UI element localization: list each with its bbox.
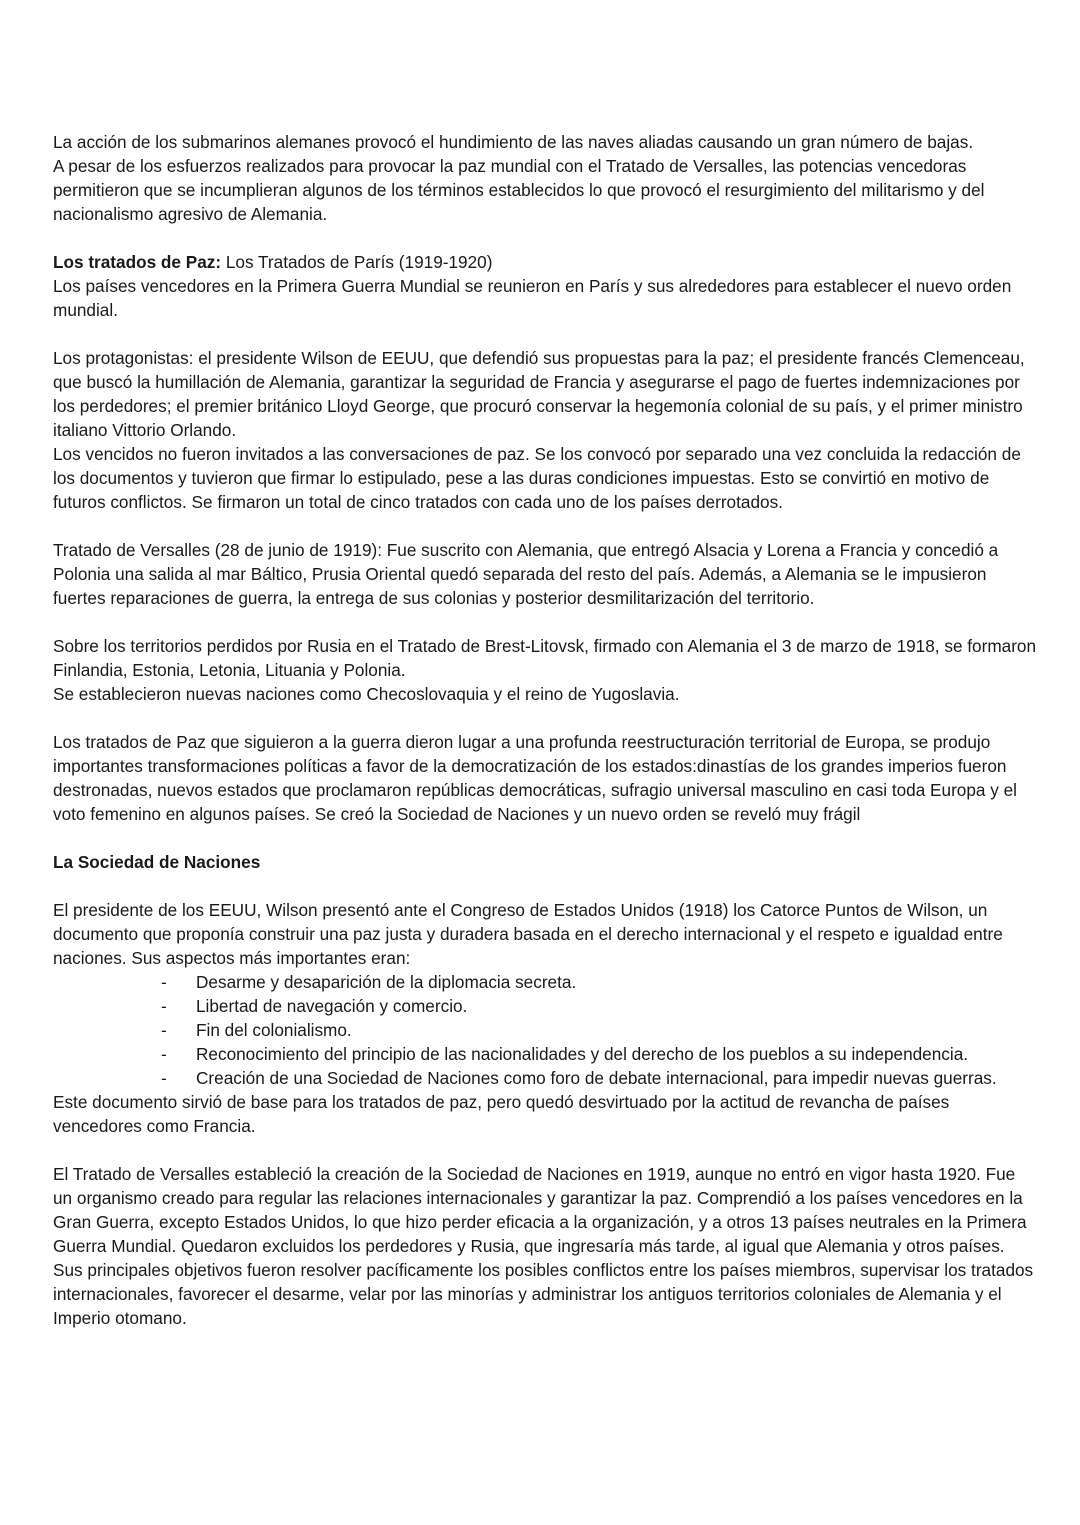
intro-paragraph-versailles-failure: A pesar de los esfuerzos realizados para provocar la paz mundial con el Tratado de Versalles, las potencias vencedoras permitieron que se incumplieran algunos de los términos establecidos lo que provocó el resurgimiento del militarismo y del nacionalismo agresivo de Alemania.: [53, 156, 985, 224]
peace-treaties-heading-bold: Los tratados de Paz:: [53, 252, 222, 272]
list-item: [53, 994, 1038, 1018]
spacer: [53, 826, 1038, 850]
league-creation-paragraph: El Tratado de Versalles estableció la creación de la Sociedad de Naciones en 1919, aunque no entró en vigor hasta 1920. Fue un organismo creado para regular las relaciones internacionales y garantizar la paz. Comprendió a los países vencedores en la Gran Guerra, excepto Estados Unidos, lo que hizo perder eficacia a la organización, y a otros 13 países neutrales en la Primera Guerra Mundial. Quedaron excluidos los perdedores y Rusia, que ingresaría más tarde, al igual que Alemania y otros países. Sus principales objetivos fueron resolver pacíficamente los posibles conflictos entre los países miembros, supervisar los tratados internacionales, favorecer el desarme, velar por las minorías y administrar los antiguos territorios coloniales de Alemania y el Imperio otomano.: [53, 1164, 1034, 1328]
section-heading-peace-treaties: [53, 250, 1038, 274]
section-heading-league-of-nations: La Sociedad de Naciones: [53, 852, 261, 872]
peace-treaties-heading-rest: Los Tratados de París (1919-1920): [221, 252, 493, 272]
spacer: [53, 322, 1038, 346]
list-item-text: Creación de una Sociedad de Naciones como foro de debate internacional, para impedir nuevas guerras.: [196, 1068, 997, 1088]
spacer: [53, 706, 1038, 730]
dash-bullet: -: [161, 996, 167, 1016]
intro-paragraph-submarines: La acción de los submarinos alemanes provocó el hundimiento de las naves aliadas causando un gran número de bajas.: [53, 132, 974, 152]
peace-treaties-intro: Los países vencedores en la Primera Guerra Mundial se reunieron en París y sus alrededores para establecer el nuevo orden mundial.: [53, 276, 1012, 320]
list-item-text: Reconocimiento del principio de las nacionalidades y del derecho de los pueblos a su independencia.: [196, 1044, 969, 1064]
brest-litovsk-paragraph: Sobre los territorios perdidos por Rusia en el Tratado de Brest-Litovsk, firmado con Alemania el 3 de marzo de 1918, se formaron Finlandia, Estonia, Letonia, Lituania y Polonia.: [53, 636, 1037, 680]
spacer: [53, 1138, 1038, 1162]
wilson-fourteen-points-paragraph: El presidente de los EEUU, Wilson presentó ante el Congreso de Estados Unidos (1918) los Catorce Puntos de Wilson, un documento que proponía construir una paz justa y duradera basada en el derecho internacional y el respeto e igualdad entre naciones. Sus aspectos más importantes eran:: [53, 900, 1003, 968]
dash-bullet: -: [161, 972, 167, 992]
losers-paragraph: Los vencidos no fueron invitados a las conversaciones de paz. Se los convocó por separado una vez concluida la redacción de los documentos y tuvieron que firmar lo estipulado, pese a las duras condiciones impuestas. Esto se convirtió en motivo de futuros conflictos. Se firmaron un total de cinco tratados con cada uno de los países derrotados.: [53, 444, 1021, 512]
consequences-paragraph: Los tratados de Paz que siguieron a la guerra dieron lugar a una profunda reestructuración territorial de Europa, se produjo importantes transformaciones políticas a favor de la democratización de los estados:dinastías de los grandes imperios fueron destronadas, nuevos estados que proclamaron repúblicas democráticas, sufragio universal masculino en casi toda Europa y el voto femenino en algunos países. Se creó la Sociedad de Naciones y un nuevo orden se reveló muy frágil: [53, 732, 1017, 824]
list-item-text: Fin del colonialismo.: [196, 1020, 352, 1040]
dash-bullet: -: [161, 1068, 167, 1088]
document-base-paragraph: Este documento sirvió de base para los tratados de paz, pero quedó desvirtuado por la actitud de revancha de países vencedores como Francia.: [53, 1092, 950, 1136]
document-page: [53, 130, 1038, 1330]
list-item: [53, 1066, 1038, 1090]
list-item: [53, 1042, 1038, 1066]
spacer: [53, 874, 1038, 898]
protagonists-paragraph: Los protagonistas: el presidente Wilson de EEUU, que defendió sus propuestas para la paz; el presidente francés Clemenceau, que buscó la humillación de Alemania, garantizar la seguridad de Francia y asegurarse el pago de fuertes indemnizaciones por los perdedores; el premier británico Lloyd George, que procuró conservar la hegemonía colonial de su país, y el primer ministro italiano Vittorio Orlando.: [53, 348, 1025, 440]
versailles-treaty-paragraph: Tratado de Versalles (28 de junio de 1919): Fue suscrito con Alemania, que entregó Alsacia y Lorena a Francia y concedió a Polonia una salida al mar Báltico, Prusia Oriental quedó separada del resto del país. Además, a Alemania se le impusieron fuertes reparaciones de guerra, la entrega de sus colonias y posterior desmilitarización del territorio.: [53, 540, 999, 608]
list-item-text: Desarme y desaparición de la diplomacia secreta.: [196, 972, 577, 992]
spacer: [53, 226, 1038, 250]
new-nations-paragraph: Se establecieron nuevas naciones como Checoslovaquia y el reino de Yugoslavia.: [53, 684, 680, 704]
dash-bullet: -: [161, 1044, 167, 1064]
list-item-text: Libertad de navegación y comercio.: [196, 996, 468, 1016]
list-item: [53, 1018, 1038, 1042]
dash-bullet: -: [161, 1020, 167, 1040]
spacer: [53, 514, 1038, 538]
list-item: [53, 970, 1038, 994]
fourteen-points-list: [53, 970, 1038, 1090]
spacer: [53, 610, 1038, 634]
